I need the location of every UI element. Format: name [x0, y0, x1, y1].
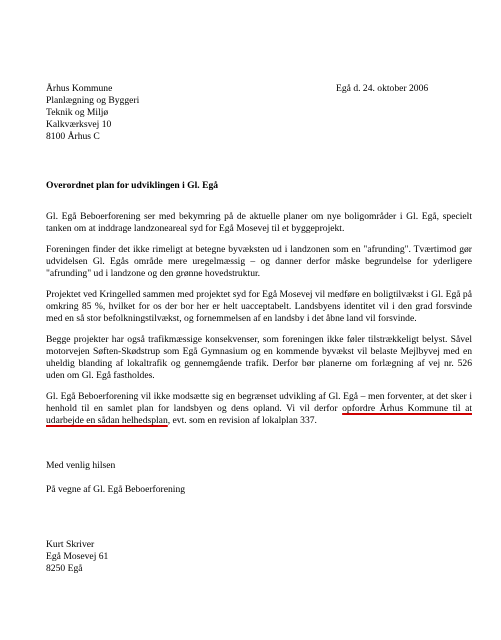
paragraph-2: Foreningen finder det ikke rimeligt at betegne byvæksten ud i landzonen som en "afrunding". Tværtimod gør udvidelsen Gl. Egås område mere uregelmæssig – og danner derfor måske begrundelse for yderligere "afrunding" ud i landzone og den grønne hovedstruktur.: [46, 244, 472, 279]
closing-greeting: Med venlig hilsen: [46, 460, 116, 471]
on-behalf-line: På vegne af Gl. Egå Beboerforening: [46, 484, 186, 495]
paragraph-4: Begge projekter har også trafikmæssige konsekvenser, som foreningen ikke føler tilstrækkeligt belyst. Såvel motorvejen Søften-Skødstrup som Egå Gymnasium og en kommende byvækst vil belaste Mejlbyvej med en uheldig blanding af lokaltrafik og gennemgående trafik. Derfor bør planerne om forlægning af vej nr. 526 uden om Gl. Egå fastholdes.: [46, 334, 472, 381]
paragraph-5: [46, 391, 472, 427]
paragraph-5-text-end: , evt. som en revision af lokalplan 337.: [167, 415, 317, 426]
recipient-address: [46, 83, 139, 143]
paragraph-5-text: Gl. Egå Beboerforening vil ikke modsætte sig en begrænset udvikling af Gl. Egå – men forventer, at det sker i henhold til en samlet plan for landsbyen og dens opland. Vi vil derfor: [46, 391, 472, 414]
sender-address: [46, 539, 108, 575]
recipient-line: Kalkværksvej 10: [46, 119, 112, 130]
letter-date: Egå d. 24. oktober 2006: [336, 83, 429, 94]
sender-street: Egå Mosevej 61: [46, 551, 109, 562]
paragraph-1: Gl. Egå Beboerforening ser med bekymring på de aktuelle planer om nye boligområder i Gl. Egå, specielt tanken om at inddrage landzoneareal syd for Egå Mosevej til et byggeprojekt.: [46, 211, 472, 234]
sender-city: 8250 Egå: [46, 563, 83, 574]
underlined-request: opfordre Århus Kommune til at udarbejde en sådan helhedsplan: [46, 403, 472, 426]
letter-subject: Overordnet plan for udviklingen i Gl. Egå: [46, 180, 219, 191]
recipient-line: 8100 Århus C: [46, 131, 100, 142]
recipient-line: Århus Kommune: [46, 83, 113, 94]
recipient-line: Planlægning og Byggeri: [46, 95, 140, 106]
paragraph-3: Projektet ved Kringelled sammen med projektet syd for Egå Mosevej vil medføre en boligtilvækst i Gl. Egå på omkring 85 %, hvilket for os der bor her er helt uacceptabelt. Landsbyens identitet vil i den grad forsvinde med en så stor befolkningstilvækst, og fornemmelsen af en landsby i det åbne land vil forsvinde.: [46, 289, 472, 324]
closing-block: [46, 460, 185, 496]
sender-name: Kurt Skriver: [46, 539, 95, 550]
recipient-line: Teknik og Miljø: [46, 107, 109, 118]
letter-body: [46, 211, 472, 436]
